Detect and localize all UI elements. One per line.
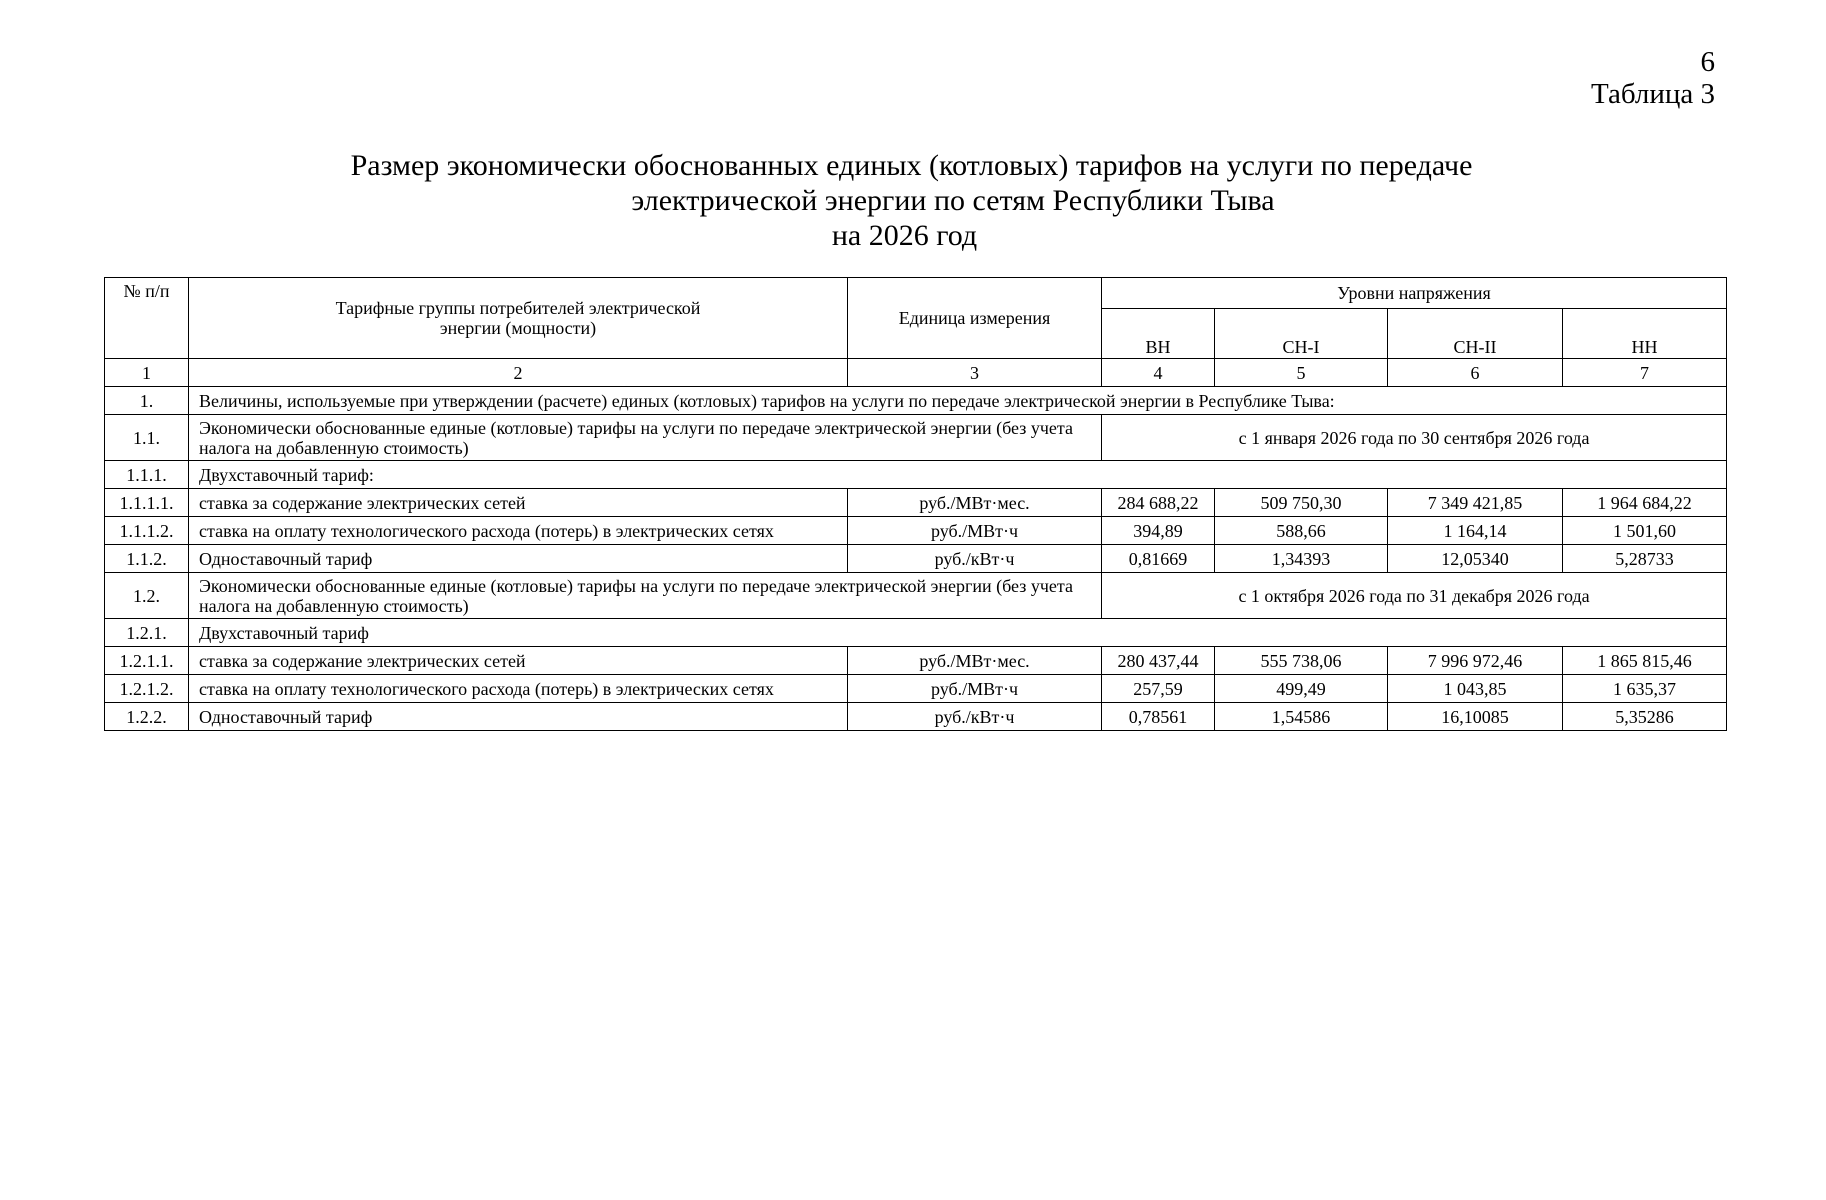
header-nn: НН [1563,309,1727,359]
row-unit: руб./МВт·мес. [848,489,1102,517]
row-text: ставка за содержание электрических сетей [189,489,848,517]
title-line-1: Размер экономически обоснованных единых (котловых) тарифов на услуги по передаче [350,149,1473,182]
value-nn: 1 964 684,22 [1563,489,1727,517]
colnum-1: 1 [105,359,189,387]
value-sn2: 16,10085 [1388,703,1563,731]
row-number: 1.2. [105,573,189,619]
value-vn: 394,89 [1102,517,1215,545]
table-row [105,545,1727,573]
table-row [105,703,1727,731]
table-row [105,647,1727,675]
column-number-row [105,359,1727,387]
row-text: Экономически обоснованные единые (котловые) тарифы на услуги по передаче электрической энергии (без учета налога на добавленную стоимость) [189,573,1102,619]
row-number: 1.1.1. [105,461,189,489]
value-nn: 1 865 815,46 [1563,647,1727,675]
table-row [105,461,1727,489]
colnum-4: 4 [1102,359,1215,387]
table-row [105,675,1727,703]
table-row [105,619,1727,647]
colnum-3: 3 [848,359,1102,387]
row-text: ставка на оплату технологического расхода (потерь) в электрических сетях [189,517,848,545]
table-row [105,489,1727,517]
row-number: 1.2.1.2. [105,675,189,703]
row-unit: руб./МВт·ч [848,517,1102,545]
row-number: 1.2.2. [105,703,189,731]
table-row [105,415,1727,461]
tariff-table [104,277,1727,731]
value-sn2: 7 349 421,85 [1388,489,1563,517]
header-groups: Тарифные группы потребителей электрической энергии (мощности) [189,278,848,359]
row-text: Величины, используемые при утверждении (расчете) единых (котловых) тарифов на услуги по передаче электрической энергии в Республике Тыва: [189,387,1727,415]
value-vn: 257,59 [1102,675,1215,703]
header-sn1: СН-I [1215,309,1388,359]
row-number: 1. [105,387,189,415]
value-sn2: 12,05340 [1388,545,1563,573]
table-row [105,573,1727,619]
colnum-2: 2 [189,359,848,387]
row-number: 1.1. [105,415,189,461]
row-unit: руб./кВт·ч [848,545,1102,573]
row-number: 1.1.1.2. [105,517,189,545]
value-nn: 5,35286 [1563,703,1727,731]
header-no: № п/п [105,278,189,359]
value-sn1: 509 750,30 [1215,489,1388,517]
row-unit: руб./МВт·мес. [848,647,1102,675]
header-sn2: СН-II [1388,309,1563,359]
value-sn1: 499,49 [1215,675,1388,703]
row-unit: руб./кВт·ч [848,703,1102,731]
row-number: 1.1.2. [105,545,189,573]
row-number: 1.1.1.1. [105,489,189,517]
row-number: 1.2.1.1. [105,647,189,675]
row-text: Одноставочный тариф [189,703,848,731]
value-sn2: 7 996 972,46 [1388,647,1563,675]
title-line-3: на 2026 год [831,219,978,252]
table-row [105,517,1727,545]
value-sn1: 588,66 [1215,517,1388,545]
row-text: Экономически обоснованные единые (котловые) тарифы на услуги по передаче электрической энергии (без учета налога на добавленную стоимость) [189,415,1102,461]
table-label: Таблица 3 [1590,78,1715,110]
value-sn1: 555 738,06 [1215,647,1388,675]
row-unit: руб./МВт·ч [848,675,1102,703]
header-voltage-levels: Уровни напряжения [1102,278,1727,309]
row-text: Одноставочный тариф [189,545,848,573]
period-label: с 1 января 2026 года по 30 сентября 2026 года [1102,415,1727,461]
colnum-6: 6 [1388,359,1563,387]
title-line-2: электрической энергии по сетям Республики Тыва [631,184,1275,217]
value-sn2: 1 164,14 [1388,517,1563,545]
colnum-7: 7 [1563,359,1727,387]
period-label: с 1 октября 2026 года по 31 декабря 2026 года [1102,573,1727,619]
value-sn1: 1,34393 [1215,545,1388,573]
value-vn: 0,78561 [1102,703,1215,731]
row-number: 1.2.1. [105,619,189,647]
header-unit: Единица измерения [848,278,1102,359]
value-sn2: 1 043,85 [1388,675,1563,703]
table-row [105,387,1727,415]
header-vn: ВН [1102,309,1215,359]
value-vn: 0,81669 [1102,545,1215,573]
value-nn: 1 501,60 [1563,517,1727,545]
row-text: Двухставочный тариф [189,619,1727,647]
value-vn: 284 688,22 [1102,489,1215,517]
colnum-5: 5 [1215,359,1388,387]
document-title [0,148,1826,253]
value-nn: 1 635,37 [1563,675,1727,703]
page-number: 6 [1700,46,1715,78]
value-nn: 5,28733 [1563,545,1727,573]
value-vn: 280 437,44 [1102,647,1215,675]
header-row [105,278,1727,309]
row-text: ставка на оплату технологического расхода (потерь) в электрических сетях [189,675,848,703]
row-text: ставка за содержание электрических сетей [189,647,848,675]
row-text: Двухставочный тариф: [189,461,1727,489]
value-sn1: 1,54586 [1215,703,1388,731]
